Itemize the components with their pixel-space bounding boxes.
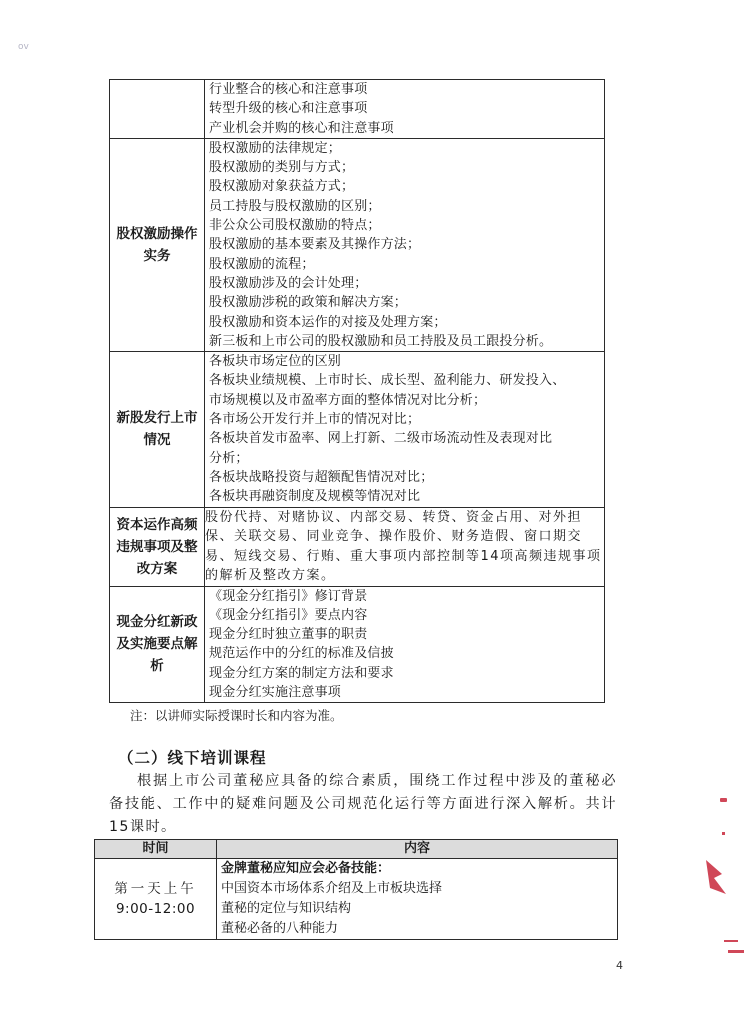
table-row <box>110 352 605 507</box>
table-note: 注：以讲师实际授课时长和内容为准。 <box>130 708 343 723</box>
content-cell <box>217 859 618 940</box>
content-line: 中国资本市场体系介绍及上市板块选择 <box>221 881 443 896</box>
table-header-row <box>95 840 618 859</box>
content-line: 《现金分红指引》修订背景 <box>209 588 368 604</box>
header-time: 时间 <box>95 840 217 859</box>
content-line: 股权激励涉税的政策和解决方案； <box>209 295 408 311</box>
category-cell <box>110 507 205 586</box>
seal-stamp-fragment <box>700 790 748 970</box>
category-cell <box>110 352 205 507</box>
table-row <box>110 586 605 703</box>
offline-course-table <box>94 839 618 940</box>
content-line: 各板块市场定位的区别 <box>209 354 342 370</box>
scan-mark: ov <box>18 42 29 52</box>
content-line: 股权激励的类别与方式； <box>209 160 355 176</box>
section-title: （二）线下培训课程 <box>118 749 267 767</box>
content-line: 各板块战略投资与超额配售情况对比； <box>209 469 434 485</box>
time-range: 9:00-12:00 <box>115 901 196 917</box>
seal-stamp-marks <box>706 798 744 953</box>
content-line: 规范运作中的分红的标准及信披 <box>209 646 394 662</box>
category-cell <box>110 80 205 139</box>
content-line: 董秘的定位与知识结构 <box>221 901 352 916</box>
content-line: 各板块首发市盈率、网上打新、二级市场流动性及表现对比 <box>209 431 553 447</box>
content-cell <box>205 586 605 703</box>
page-number: 4 <box>616 959 623 972</box>
category-label: 现金分红新政及实施要点解析 <box>116 614 198 675</box>
content-line: 各板块业绩规模、上市时长、成长型、盈利能力、研发投入、 <box>209 373 566 389</box>
table-row <box>110 138 605 351</box>
time-cell <box>95 859 217 940</box>
time-day: 第一天上午 <box>114 881 197 897</box>
content-cell <box>205 138 605 351</box>
category-cell <box>110 138 205 351</box>
course-content-table <box>109 79 605 703</box>
table-row <box>110 507 605 586</box>
content-line: 股权激励对象获益方式； <box>209 179 355 195</box>
content-line: 股权激励的流程； <box>209 256 315 272</box>
content-line: 员工持股与股权激励的区别； <box>209 198 381 214</box>
content-line: 股权激励涉及的会计处理； <box>209 275 368 291</box>
category-label: 股权激励操作实务 <box>116 226 198 265</box>
content-line: 新三板和上市公司的股权激励和员工持股及员工跟投分析。 <box>209 333 553 349</box>
body-paragraph: 根据上市公司董秘应具备的综合素质，围绕工作过程中涉及的董秘必备技能、工作中的疑难问题及公司规范化运行等方面进行深入解析。共计15课时。 <box>109 773 617 835</box>
content-line: 《现金分红指引》要点内容 <box>209 607 368 623</box>
category-cell <box>110 586 205 703</box>
category-label: 新股发行上市情况 <box>116 410 198 449</box>
table-row <box>95 859 618 940</box>
content-line: 股权激励的基本要素及其操作方法； <box>209 237 421 253</box>
table-row <box>110 80 605 139</box>
content-line: 分析； <box>209 450 249 466</box>
content-line: 股权激励的法律规定； <box>209 140 342 156</box>
content-line: 市场规模以及市盈率方面的整体情况对比分析； <box>209 392 487 408</box>
content-line: 股权激励和资本运作的对接及处理方案； <box>209 314 447 330</box>
content-line: 转型升级的核心和注意事项 <box>209 101 368 117</box>
content-line: 现金分红方案的制定方法和要求 <box>209 665 394 681</box>
content-line: 非公众公司股权激励的特点； <box>209 218 381 234</box>
content-paragraph: 股份代持、对赌协议、内部交易、转贷、资金占用、对外担保、关联交易、同业竞争、操作股价、财务造假、窗口期交易、短线交易、行贿、重大事项内部控制等14项高频违规事项的解析及整改方案。 <box>205 507 605 586</box>
content-cell <box>205 80 605 139</box>
content-line: 董秘必备的八种能力 <box>221 921 339 936</box>
content-line: 现金分红实施注意事项 <box>209 685 342 701</box>
content-cell <box>205 352 605 507</box>
content-line: 产业机会并购的核心和注意事项 <box>209 120 394 136</box>
content-heading: 金牌董秘应知应会必备技能： <box>221 861 391 876</box>
content-line: 各板块再融资制度及规模等情况对比 <box>209 489 421 505</box>
content-line: 现金分红时独立董事的职责 <box>209 627 368 643</box>
content-line: 行业整合的核心和注意事项 <box>209 82 368 97</box>
content-line: 各市场公开发行并上市的情况对比； <box>209 412 421 428</box>
category-label: 资本运作高频违规事项及整改方案 <box>116 516 198 577</box>
header-content: 内容 <box>217 840 618 859</box>
